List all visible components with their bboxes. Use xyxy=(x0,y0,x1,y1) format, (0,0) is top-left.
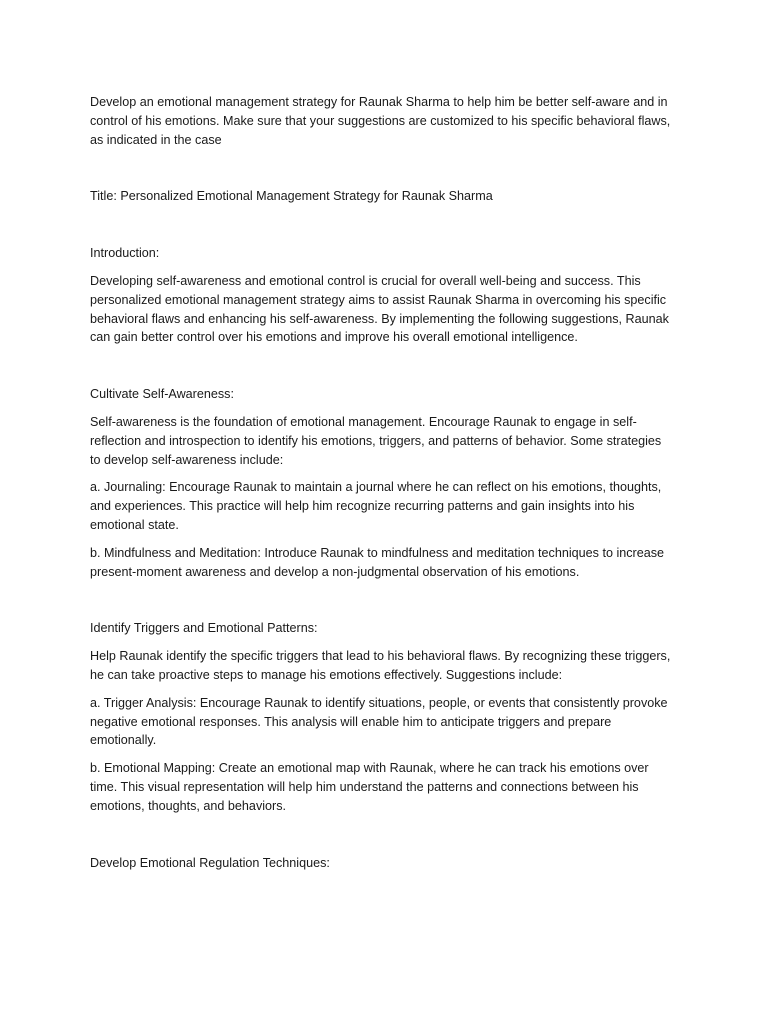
assignment-prompt: Develop an emotional management strategy for Raunak Sharma to help him be better self-aware and in control of his emotions. Make sure that your suggestions are customized to his specific behavioral flaws, as indicated in the case xyxy=(90,95,671,147)
introduction-paragraph: Developing self-awareness and emotional control is crucial for overall well-being and success. This personalized emotional management strategy aims to assist Raunak Sharma in overcoming his specific behavioral flaws and enhancing his self-awareness. By implementing the following suggestions, Raunak can gain better control over his emotions and improve his overall emotional intelligence. xyxy=(90,273,669,345)
document-title: Title: Personalized Emotional Management Strategy for Raunak Sharma xyxy=(90,189,493,204)
triggers-heading: Identify Triggers and Emotional Patterns: xyxy=(90,621,318,636)
journaling-item: a. Journaling: Encourage Raunak to maintain a journal where he can reflect on his emotions, thoughts, and experiences. This practice will help him recognize recurring patterns and gain insights into his emotional state. xyxy=(90,480,662,532)
triggers-paragraph: Help Raunak identify the specific triggers that lead to his behavioral flaws. By recognizing these triggers, he can take proactive steps to manage his emotions effectively. Suggestions include: xyxy=(90,649,671,682)
self-awareness-heading: Cultivate Self-Awareness: xyxy=(90,387,234,402)
emotional-mapping-item: b. Emotional Mapping: Create an emotional map with Raunak, where he can track his emotions over time. This visual representation will help him understand the patterns and connections between his emotions, thoughts, and behaviors. xyxy=(90,761,649,813)
self-awareness-paragraph: Self-awareness is the foundation of emotional management. Encourage Raunak to engage in self- reflection and introspection to identify his emotions, triggers, and patterns of behavior. Some strategies to develop self-awareness include: xyxy=(90,414,662,467)
regulation-heading: Develop Emotional Regulation Techniques: xyxy=(90,855,330,870)
document-body xyxy=(90,93,680,872)
introduction-heading: Introduction: xyxy=(90,246,160,261)
trigger-analysis-item: a. Trigger Analysis: Encourage Raunak to identify situations, people, or events that consistently provoke negative emotional responses. This analysis will enable him to anticipate triggers and prepare emotionally. xyxy=(90,695,668,748)
mindfulness-item: b. Mindfulness and Meditation: Introduce Raunak to mindfulness and meditation techniques to increase present-moment awareness and develop a non-judgmental observation of his emotions. xyxy=(90,545,665,579)
